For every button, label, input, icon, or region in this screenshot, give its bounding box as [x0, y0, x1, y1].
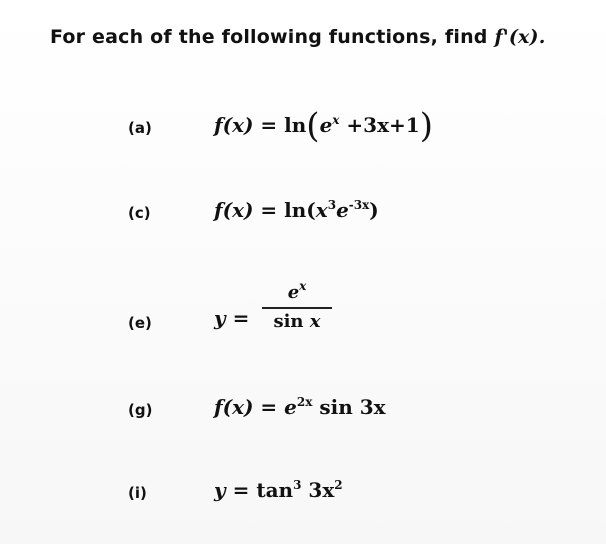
problem-g-exp: 2x	[296, 395, 313, 409]
problem-a-eq: =	[260, 113, 278, 137]
problem-e-numerator-exp: x	[299, 279, 307, 293]
problem-c-exp1: 3	[327, 198, 337, 212]
problem-e-denominator-var: x	[309, 311, 321, 332]
problem-i-lhs: y	[214, 478, 226, 502]
problem-e-fraction	[262, 279, 332, 332]
problem-g-expression	[214, 395, 386, 419]
problem-e-fraction-bar	[262, 307, 332, 309]
problem-a-close-paren: )	[419, 106, 433, 146]
problem-c-expression	[214, 198, 379, 222]
instruction-target: f'(x).	[494, 26, 546, 48]
instruction-text: For each of the following functions, find	[50, 26, 488, 48]
problem-c-close: )	[369, 198, 379, 222]
problem-c-exp2: -3x	[348, 198, 370, 212]
problem-g-trig: sin 3x	[319, 395, 386, 419]
problem-e-lhs-group	[214, 306, 249, 330]
problem-e-label: (e)	[128, 314, 152, 332]
problem-i-fn-exp: 3	[293, 478, 302, 492]
problem-c-base2: e	[336, 198, 349, 222]
problem-a-label: (a)	[128, 119, 152, 137]
problem-i-fn: tan	[256, 478, 294, 502]
problem-g-eq: =	[260, 395, 278, 419]
problem-c-label: (c)	[128, 204, 151, 222]
problem-g-label: (g)	[128, 401, 153, 419]
problem-c-fn: ln(	[284, 198, 316, 222]
problem-i-expression	[214, 478, 343, 502]
problem-i-arg: 3x	[308, 478, 335, 502]
problem-e-numerator-base: e	[287, 282, 300, 303]
problem-a-arg-base: e	[319, 113, 333, 137]
problem-i-label: (i)	[128, 484, 147, 502]
problem-a-expression	[214, 106, 433, 146]
problem-g-lhs: f(x)	[214, 395, 254, 419]
problem-a-arg-exp: x	[332, 113, 340, 127]
problem-a-lhs: f(x)	[214, 113, 254, 137]
problem-e-eq: =	[232, 306, 250, 330]
problem-e-denominator-fn: sin	[273, 311, 304, 332]
problem-e-lhs: y	[214, 306, 226, 330]
problem-g-base: e	[284, 395, 297, 419]
instruction-line	[50, 26, 546, 48]
problem-i-arg-exp: 2	[334, 478, 343, 492]
problem-a-arg-rest: +3x+1	[346, 113, 420, 137]
problem-c-base1: x	[315, 198, 328, 222]
problem-e-denominator	[262, 311, 332, 332]
problem-a-fn: ln	[284, 113, 307, 137]
problem-c-eq: =	[260, 198, 278, 222]
problem-i-eq: =	[232, 478, 250, 502]
problem-e-numerator	[262, 279, 332, 304]
problem-c-lhs: f(x)	[214, 198, 254, 222]
problem-a-open-paren: (	[306, 106, 320, 146]
